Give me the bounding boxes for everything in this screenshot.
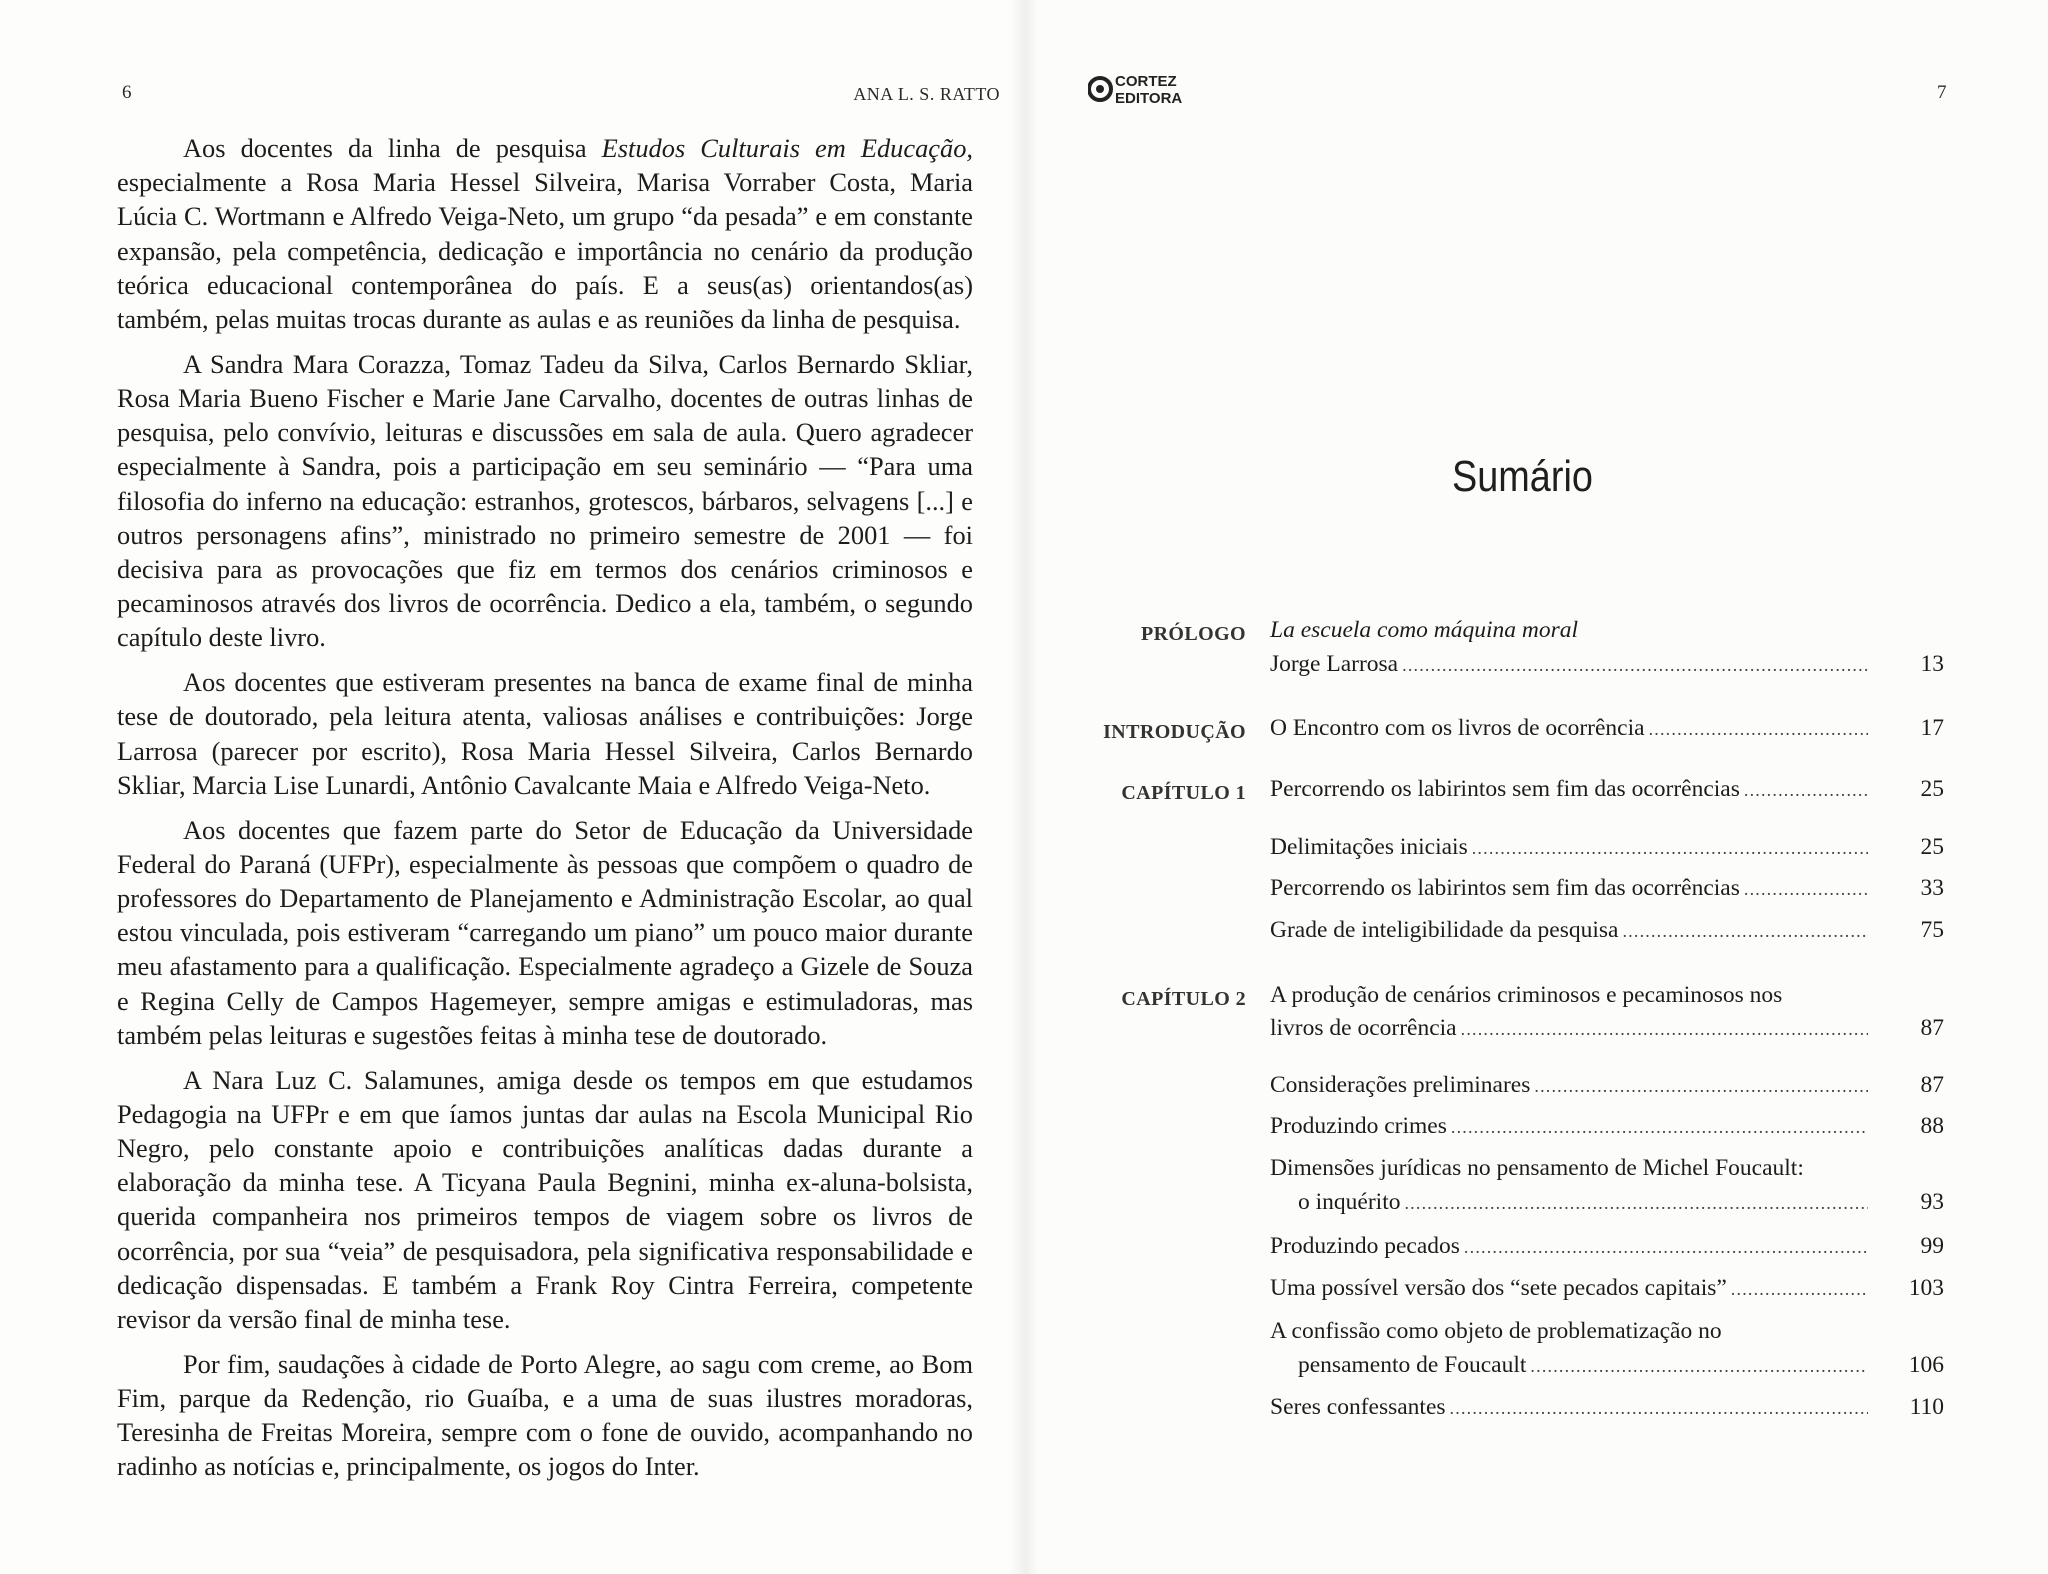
dot-leader [1744,879,1868,900]
toc-entry-consideracoes[interactable]: Considerações preliminares ..... [1270,1072,1872,1102]
toc-entry-dimensoes-line2[interactable]: o inquérito ..... [1270,1189,1872,1219]
paragraph: Aos docentes que estiveram presentes na banca de exame final de minha tese de doutorado, pela leitura atenta, valiosas análises e contribuições: Jorge Larrosa (parecer por escrito), Rosa Maria Hessel Silveira, Carlos Bernardo Skliar, Marcia Lise Lunardi, Antônio Cavalcante Maia e Alfredo Veiga-Neto. [117,667,973,800]
toc-page-number: 75 [1920,917,1944,943]
dot-leader [1622,921,1868,942]
toc-page-number: 103 [1908,1275,1944,1301]
toc-entry-pecados[interactable]: Produzindo pecados ..... [1270,1233,1872,1263]
dot-leader [1534,1076,1868,1097]
toc-entry-crimes[interactable]: Produzindo crimes ..... [1270,1113,1872,1143]
svg-text:CORTEZ: CORTEZ [1115,73,1177,90]
toc-entry-percorrendo[interactable]: Percorrendo os labirintos sem fim das ocorrências ..... [1270,875,1872,905]
dot-leader [1731,1279,1868,1300]
toc-entry-confissao-line2[interactable]: pensamento de Foucault ..... [1270,1352,1872,1382]
running-header: ANA L. S. RATTO [853,84,1000,104]
toc-entry-capitulo-2-line2[interactable]: livros de ocorrência ..... [1270,1015,1872,1045]
paragraph: A Sandra Mara Corazza, Tomaz Tadeu da Silva, Carlos Bernardo Skliar, Rosa Maria Bueno Fischer e Marie Jane Carvalho, docentes de outras linhas de pesquisa, pelo convívio, leituras e discussões em sala de aula. Quero agradecer especialmente à Sandra, pois a participação em seu seminário — “Para uma filosofia do inferno na educação: estranhos, grotescos, bárbaros, selvagens [...] e outros personagens afins”, ministrado no primeiro semestre de 2001 — foi decisiva para as provocações que fiz em termos dos cenários criminosos e pecaminosos através dos livros de ocorrência. Dedico a ela, também, o segundo capítulo deste livro. [117,348,973,653]
toc-entry-confissao-line1[interactable]: A confissão como objeto de problematização no [1270,1318,1722,1344]
toc-label-capitulo-2: CAPÍTULO 2 [1121,988,1246,1010]
toc-page-number: 87 [1920,1015,1944,1041]
toc-page-number: 87 [1920,1072,1944,1098]
dot-leader [1404,1193,1868,1214]
toc-entry-prologo[interactable]: La escuela como máquina moral [1270,617,1579,643]
left-page-number: 6 [122,82,132,103]
svg-text:EDITORA: EDITORA [1115,90,1183,107]
dot-leader [1472,838,1868,859]
dot-leader [1744,780,1868,801]
dot-leader [1461,1019,1868,1040]
paragraph: Aos docentes da linha de pesquisa Estudos Culturais em Educação, especialmente a Rosa Maria Hessel Silveira, Marisa Vorraber Costa, Maria Lúcia C. Wortmann e Alfredo Veiga-Neto, um grupo “da pesada” e em constante expansão, pela competência, dedicação e importância no cenário da produção teórica educacional contemporânea do país. E a seus(as) orientandos(as) também, pelas muitas trocas durante as aulas e as reuniões da linha de pesquisa. [117,133,973,335]
toc-page-number: 17 [1920,715,1944,741]
toc-entry-prologo-author[interactable]: Jorge Larrosa ..... [1270,651,1872,681]
paragraph: A Nara Luz C. Salamunes, amiga desde os tempos em que estudamos Pedagogia na UFPr e em que íamos juntas dar aulas na Escola Municipal Rio Negro, pelo constante apoio e contribuições analíticas dadas durante a elaboração da minha tese. A Ticyana Paula Begnini, minha ex-aluna-bolsista, querida companheira nos primeiros tempos de viagem sobre os livros de ocorrência, por sua “veia” de pesquisadora, pela significativa responsabilidade e dedicação dispensadas. E também a Frank Roy Cintra Ferreira, competente revisor da versão final de minha tese. [117,1064,973,1335]
toc-page-number: 99 [1920,1233,1944,1259]
toc-entry-dimensoes-line1[interactable]: Dimensões jurídicas no pensamento de Michel Foucault: [1270,1155,1804,1181]
toc-page-number: 33 [1920,875,1944,901]
toc-page-number: 13 [1920,651,1944,677]
paragraph: Por fim, saudações à cidade de Porto Alegre, ao sagu com creme, ao Bom Fim, parque da Redenção, rio Guaíba, e a uma de suas ilustres moradoras, Teresinha de Freitas Moreira, sempre com o fone de ouvido, acompanhando no radinho as notícias e, principalmente, os jogos do Inter. [117,1348,973,1482]
toc-entry-introducao[interactable]: O Encontro com os livros de ocorrência ..... [1270,715,1872,745]
toc-entry-delimitacoes[interactable]: Delimitações iniciais ..... [1270,834,1872,864]
toc-label-capitulo-1: CAPÍTULO 1 [1121,782,1246,804]
toc-page-number: 106 [1908,1352,1944,1378]
dot-leader [1451,1117,1868,1138]
toc-label-prologo: PRÓLOGO [1140,623,1246,645]
toc-label-introducao: INTRODUÇÃO [1103,721,1246,743]
toc-page-number: 93 [1920,1189,1944,1215]
dot-leader [1464,1237,1868,1258]
right-page-number: 7 [1937,82,1947,103]
italic-title: Estudos Culturais em Educação, [601,133,973,163]
toc-page-number: 25 [1920,834,1944,860]
toc-title: Sumário [1452,452,1593,501]
dot-leader [1649,719,1868,740]
dot-leader [1530,1356,1868,1377]
toc-page-number: 110 [1909,1394,1944,1420]
toc-page-number: 88 [1920,1113,1944,1139]
toc-entry-seres-confessantes[interactable]: Seres confessantes ..... [1270,1394,1872,1424]
toc-entry-capitulo-2-line1[interactable]: A produção de cenários criminosos e pecaminosos nos [1270,982,1783,1008]
toc-entry-grade[interactable]: Grade de inteligibilidade da pesquisa ..... [1270,917,1872,947]
toc-entry-capitulo-1[interactable]: Percorrendo os labirintos sem fim das ocorrências ..... [1270,776,1872,806]
dot-leader [1402,655,1868,676]
dot-leader [1450,1398,1868,1419]
paragraph: Aos docentes que fazem parte do Setor de Educação da Universidade Federal do Paraná (UFPr), especialmente às pessoas que compõem o quadro de professores do Departamento de Planejamento e Administração Escolar, ao qual estou vinculada, pois estiveram “carregando um piano” um pouco maior durante meu afastamento para a qualificação. Especialmente agradeço a Gizele de Souza e Regina Celly de Campos Hagemeyer, sempre amigas e estimuladoras, mas também pelas leituras e sugestões feitas à minha tese de doutorado. [117,814,973,1050]
toc-entry-sete-pecados[interactable]: Uma possível versão dos “sete pecados capitais” ..... [1270,1275,1872,1305]
toc-page-number: 25 [1920,776,1944,802]
